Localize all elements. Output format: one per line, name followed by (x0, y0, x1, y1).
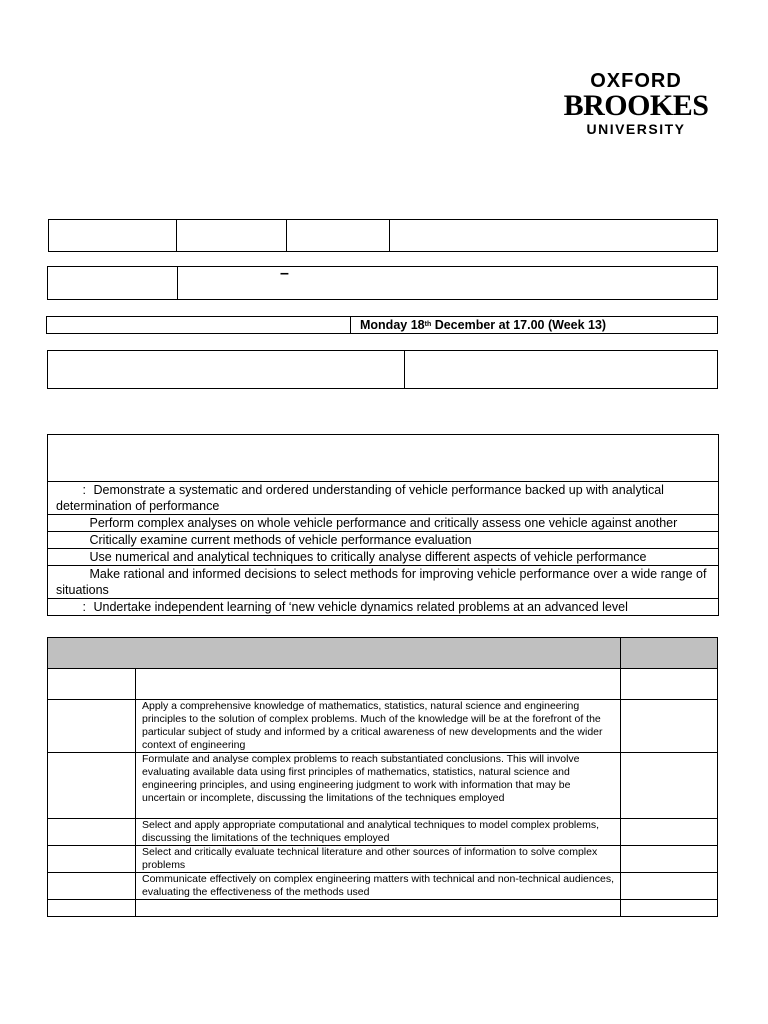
ahep-outcomes-table (47, 637, 718, 917)
table-row (48, 900, 718, 917)
ahep-header-cell-main (48, 638, 621, 669)
ahep-outcome-text: Apply a comprehensive knowledge of mathematics, statistics, natural science and engineering principles to the solution of complex problems. Much of the knowledge will be at the forefront of the particular subject of study and informed by a critical awareness of new developments and the wider context of engineering (136, 700, 621, 753)
learning-outcomes-header (48, 435, 719, 482)
logo-line-oxford: OXFORD (590, 70, 682, 92)
table-row (48, 819, 718, 846)
ahep-outcome-text: Formulate and analyse complex problems to reach substantiated conclusions. This will involve evaluating available data using first principles of mathematics, statistics, natural science and engineering principles, and using engineering judgment to work with information that may be uncertain or incomplete, discussing the limitations of the techniques employed (136, 753, 621, 819)
deadline-time: December at 17.00 (Week 13) (431, 318, 607, 332)
table-row (48, 873, 718, 900)
title-dash: – (280, 265, 289, 282)
table-row (48, 846, 718, 873)
learning-outcome-3: Critically examine current methods of vehicle performance evaluation (48, 532, 719, 549)
ahep-outcome-text: Select and critically evaluate technical literature and other sources of information to solve complex problems (136, 846, 621, 873)
table-row (48, 700, 718, 753)
learning-outcome-6: : Undertake independent learning of ‘new vehicle dynamics related problems at an advanced level (48, 599, 719, 616)
info-box (47, 350, 718, 389)
learning-outcomes-table (47, 434, 719, 616)
deadline-ordinal: th (424, 321, 432, 328)
deadline-row (46, 316, 718, 334)
logo-line-university: UNIVERSITY (586, 121, 686, 137)
ahep-outcome-text: Select and apply appropriate computational and analytical techniques to model complex problems, discussing the limitations of the techniques employed (136, 819, 621, 846)
submission-deadline (351, 317, 606, 333)
ahep-outcome-text: Communicate effectively on complex engineering matters with technical and non-technical audiences, evaluating the effectiveness of the methods used (136, 873, 621, 900)
logo-line-brookes: BROOKES (563, 89, 709, 122)
learning-outcome-1: : Demonstrate a systematic and ordered understanding of vehicle performance backed up with analytical determination of performance (48, 482, 719, 515)
learning-outcome-5: Make rational and informed decisions to select methods for improving vehicle performance over a wide range of situations (48, 566, 719, 599)
header-table-row-2 (47, 266, 718, 300)
oxford-brookes-logo (556, 70, 716, 138)
table-row (48, 753, 718, 819)
ahep-subheader-row (48, 669, 718, 700)
ahep-header-cell-side (621, 638, 718, 669)
deadline-date: Monday 18 (360, 318, 425, 332)
learning-outcome-4: Use numerical and analytical techniques to critically analyse different aspects of vehicle performance (48, 549, 719, 566)
ahep-table-header (48, 638, 718, 669)
learning-outcome-2: Perform complex analyses on whole vehicle performance and critically assess one vehicle against another (48, 515, 719, 532)
header-table-row-1 (48, 219, 718, 252)
